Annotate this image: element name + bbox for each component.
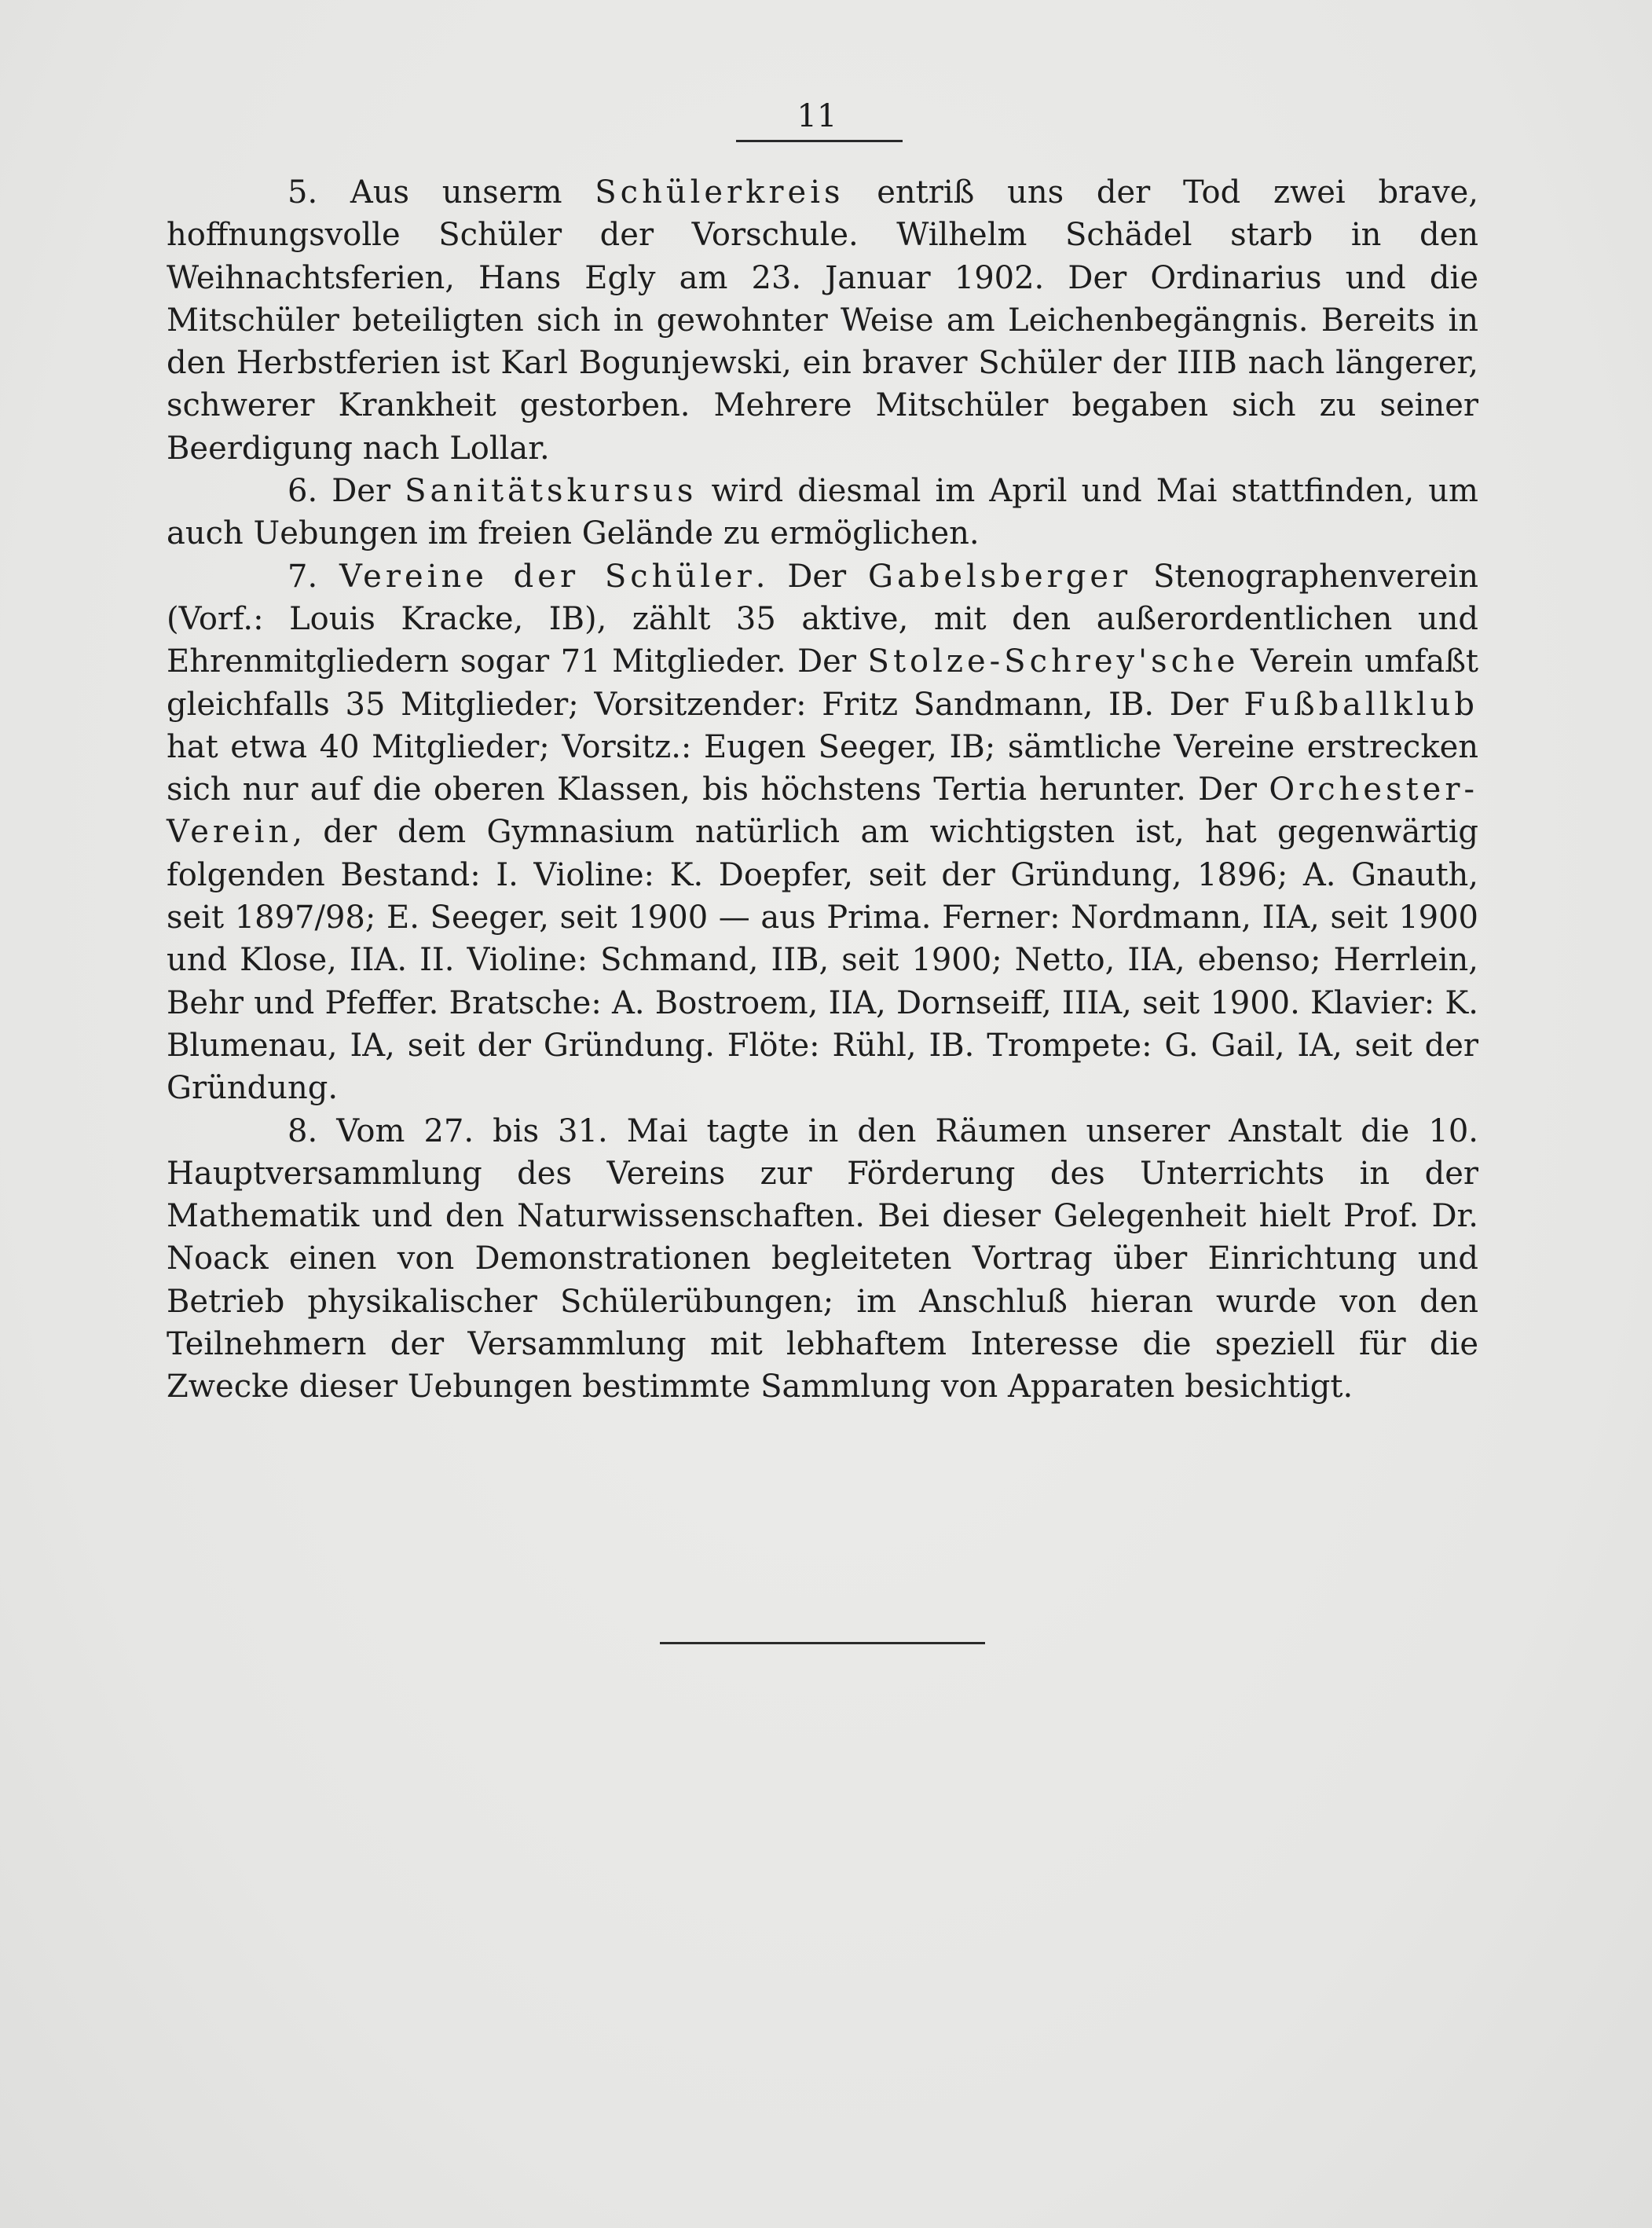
- text-segment: , der dem Gymnasium natürlich am wichtigsten ist, hat gegenwärtig folgenden Bestand: I. Violine: K. Doepfer, seit der Gründung, 1896; A. Gnauth, seit 1897/98; E. Seeger, seit 1900 — aus Prima. Ferner: Nordmann, IIA, seit 1900 und Klose, IIA. II. Violine: Schmand, IIB, seit 1900; Netto, IIA, ebenso; Herrlein, Behr und Pfeffer. Bratsche: A. Bostroem, IIA, Dornseiff, IIIA, seit 1900. Klavier: K. Blumenau, IA, seit der Gründung. Flöte: Rühl, IB. Trompete: G. Gail, IA, seit der Gründung.: [167, 814, 1478, 1107]
- text-segment: 8. Vom 27. bis 31. Mai tagte in den Räumen unserer Anstalt die 10. Hauptversammlung des Vereins zur Förderung des Unterrichts in der Mathematik und den Naturwissenschaften. Bei dieser Gelegenheit hielt Prof. Dr. Noack einen von Demonstrationen begleiteten Vortrag über Einrichtung und Betrieb physikalischer Schülerübungen; im Anschluß hieran wurde von den Teilnehmern der Versammlung mit lebhaftem Interesse die speziell für die Zwecke dieser Uebungen bestimmte Sammlung von Apparaten besichtigt.: [167, 1112, 1478, 1405]
- text-segment: 6. Der: [288, 473, 405, 510]
- text-segment: entriß uns der Tod zwei brave, hoffnungsvolle Schüler der Vorschule. Wilhelm Schädel starb in den Weihnachtsferien, Hans Egly am 23. Januar 1902. Der Ordinarius und die Mitschüler beteiligten sich in gewohnter Weise am Leichenbegängnis. Bereits in den Herbstferien ist Karl Bogunjewski, ein braver Schüler der IIIB nach längerer, schwerer Krankheit gestorben. Mehrere Mitschüler begaben sich zu seiner Beerdigung nach Lollar.: [167, 174, 1478, 467]
- text-segment: 7.: [288, 558, 339, 595]
- text-segment: hat etwa 40 Mitglieder; Vorsitz.: Eugen Seeger, IB; sämtliche Vereine erstrecken sich nur auf die oberen Klassen, bis höchstens Tertia herunter. Der: [167, 728, 1478, 808]
- paragraph-8: [167, 1110, 1478, 1409]
- text-segment: Verein umfaßt gleichfalls 35 Mitglieder; Vorsitzender: Fritz Sandmann, IB. Der: [167, 643, 1478, 723]
- spaced-emphasis: Fußballklub: [1244, 686, 1478, 723]
- paragraph-5: [167, 171, 1478, 470]
- spaced-emphasis: Stolze-Schrey'sche: [867, 643, 1240, 680]
- paragraph-7: [167, 555, 1478, 1110]
- paragraph-6: [167, 470, 1478, 555]
- text-segment: wird diesmal im April und Mai stattfinden, um auch Uebungen im freien Gelände zu ermöglichen.: [167, 473, 1478, 552]
- body-text: [167, 171, 1478, 1409]
- page-number: 11: [797, 98, 837, 134]
- spaced-emphasis: Sanitätskursus: [405, 473, 698, 510]
- spaced-emphasis: Gabelsberger: [867, 558, 1132, 595]
- page-number-underline: [736, 140, 903, 142]
- text-segment: . Der: [755, 558, 868, 595]
- section-end-rule: [660, 1642, 985, 1644]
- spaced-emphasis: Orchester-Verein: [167, 771, 1478, 851]
- text-segment: 5. Aus unserm: [288, 174, 595, 211]
- text-segment: Stenographenverein (Vorf.: Louis Kracke, IB), zählt 35 aktive, mit den außerordentlichen und Ehrenmitgliedern sogar 71 Mitglieder. Der: [167, 558, 1478, 680]
- spaced-emphasis: Schülerkreis: [595, 174, 844, 211]
- spaced-emphasis: Vereine der Schüler: [339, 558, 756, 595]
